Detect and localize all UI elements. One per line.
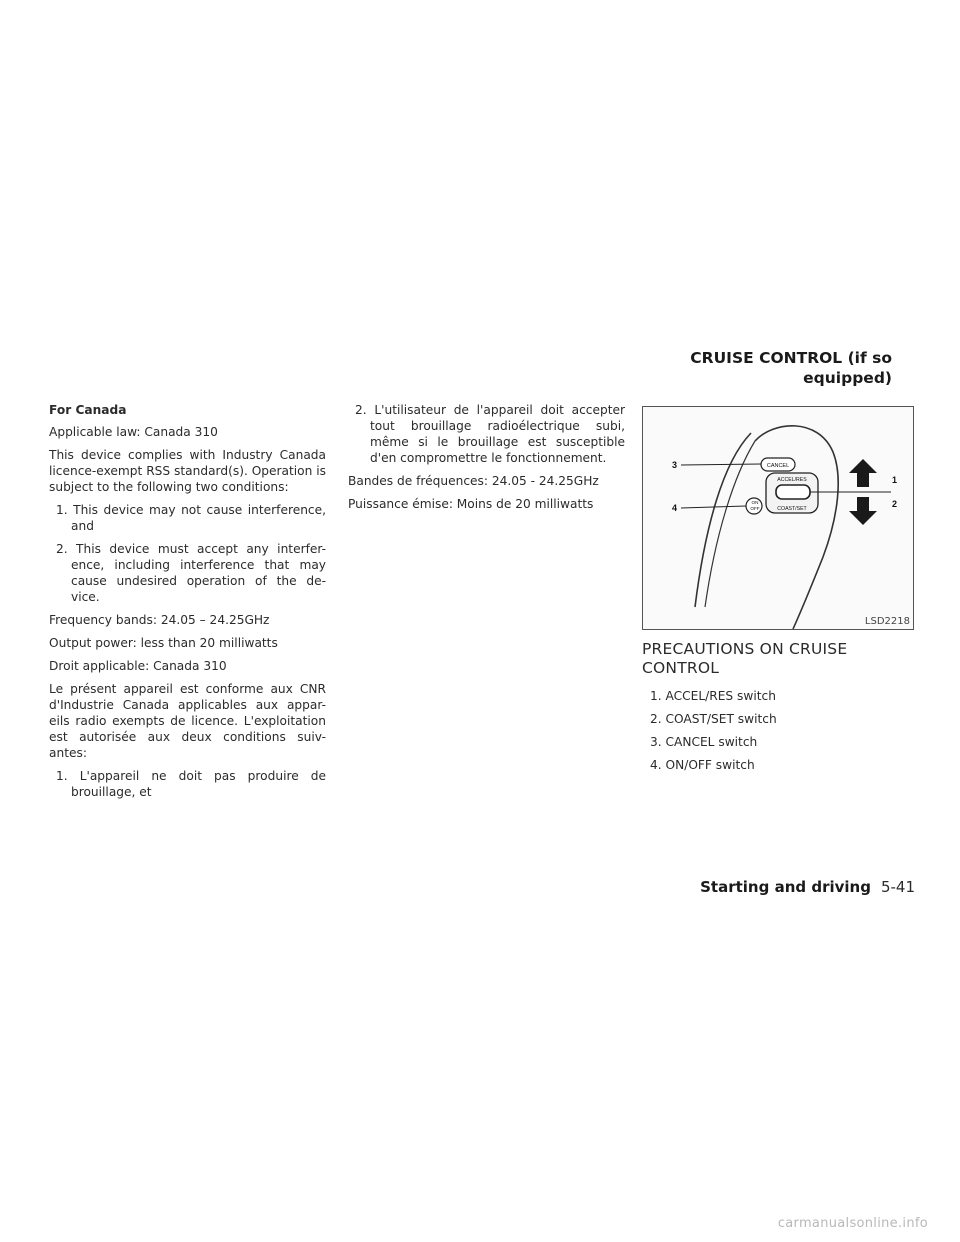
french-conditions-list <box>49 768 326 800</box>
condition-item: 1. This device may not cause interference, and <box>56 503 326 533</box>
french-compliance-text: Le présent appareil est conforme aux CNR d'Industrie Canada applicables aux appar- eils radio exempts de licence. L'exploitation est autorisée aux deux conditions suiv- antes: <box>49 682 326 760</box>
down-arrow-icon <box>849 497 877 525</box>
legend-item: 4. ON/OFF switch <box>650 758 755 772</box>
footer-section-name: Starting and driving <box>700 878 871 896</box>
section-header: CRUISE CONTROL (if so equipped) <box>690 349 892 387</box>
cruise-control-switch-figure <box>642 406 914 630</box>
precautions-title-line2: CONTROL <box>642 659 720 677</box>
applicable-law-text: Applicable law: Canada 310 <box>49 425 218 439</box>
callout-3: 3 <box>672 460 678 470</box>
callout-2: 2 <box>892 499 898 509</box>
watermark: carmanualsonline.info <box>777 1216 928 1231</box>
french-condition-item: 2. L'utilisateur de l'appareil doit accepter tout brouillage radioélectrique subi, même si le brouillage est susceptible d'en compromettre le fonctionnement. <box>355 403 625 465</box>
droit-applicable-text: Droit applicable: Canada 310 <box>49 659 227 673</box>
compliance-text: This device complies with Industry Canada licence-exempt RSS standard(s). Operation is subject to the following two conditions: <box>49 448 326 494</box>
precautions-title-line1: PRECAUTIONS ON CRUISE <box>642 640 848 658</box>
output-power-text: Output power: less than 20 milliwatts <box>49 636 278 650</box>
condition-item: 2. This device must accept any interfer- ence, including interference that may cause undesired operation of the de- vice. <box>56 542 326 604</box>
legend-item: 2. COAST/SET switch <box>650 712 777 726</box>
legend-item: 3. CANCEL switch <box>650 735 758 749</box>
cancel-switch-label: CANCEL <box>766 463 790 469</box>
up-arrow-icon <box>849 459 877 487</box>
french-condition-item: 1. L'appareil ne doit pas produire de brouillage, et <box>56 769 326 799</box>
accel-coast-toggle <box>776 485 810 499</box>
callout-1: 1 <box>892 475 898 485</box>
page-footer <box>600 877 915 897</box>
right-column <box>642 406 914 780</box>
switch-legend-list <box>642 688 914 773</box>
bandes-text: Bandes de fréquences: 24.05 - 24.25GHz <box>348 474 599 488</box>
steering-switch-illustration <box>643 407 913 629</box>
conditions-list <box>49 502 326 605</box>
french-conditions-list-continued <box>348 402 625 466</box>
puissance-text: Puissance émise: Moins de 20 milliwatts <box>348 497 594 511</box>
accel-res-label: ACCEL/RES <box>777 477 807 483</box>
spoke-outline <box>755 426 838 629</box>
off-label: OFF <box>750 506 760 511</box>
for-canada-heading: For Canada <box>49 403 127 417</box>
coast-set-label: COAST/SET <box>777 506 807 512</box>
middle-column <box>348 402 625 519</box>
callout-4: 4 <box>672 503 678 513</box>
legend-item: 1. ACCEL/RES switch <box>650 689 776 703</box>
figure-code: LSD2218 <box>864 616 910 627</box>
precautions-title <box>642 640 914 678</box>
leader-line-3 <box>681 464 761 465</box>
left-column <box>49 402 326 807</box>
page-number: 5-41 <box>880 878 915 896</box>
frequency-text: Frequency bands: 24.05 – 24.25GHz <box>49 613 270 627</box>
on-label: ON <box>751 500 759 505</box>
